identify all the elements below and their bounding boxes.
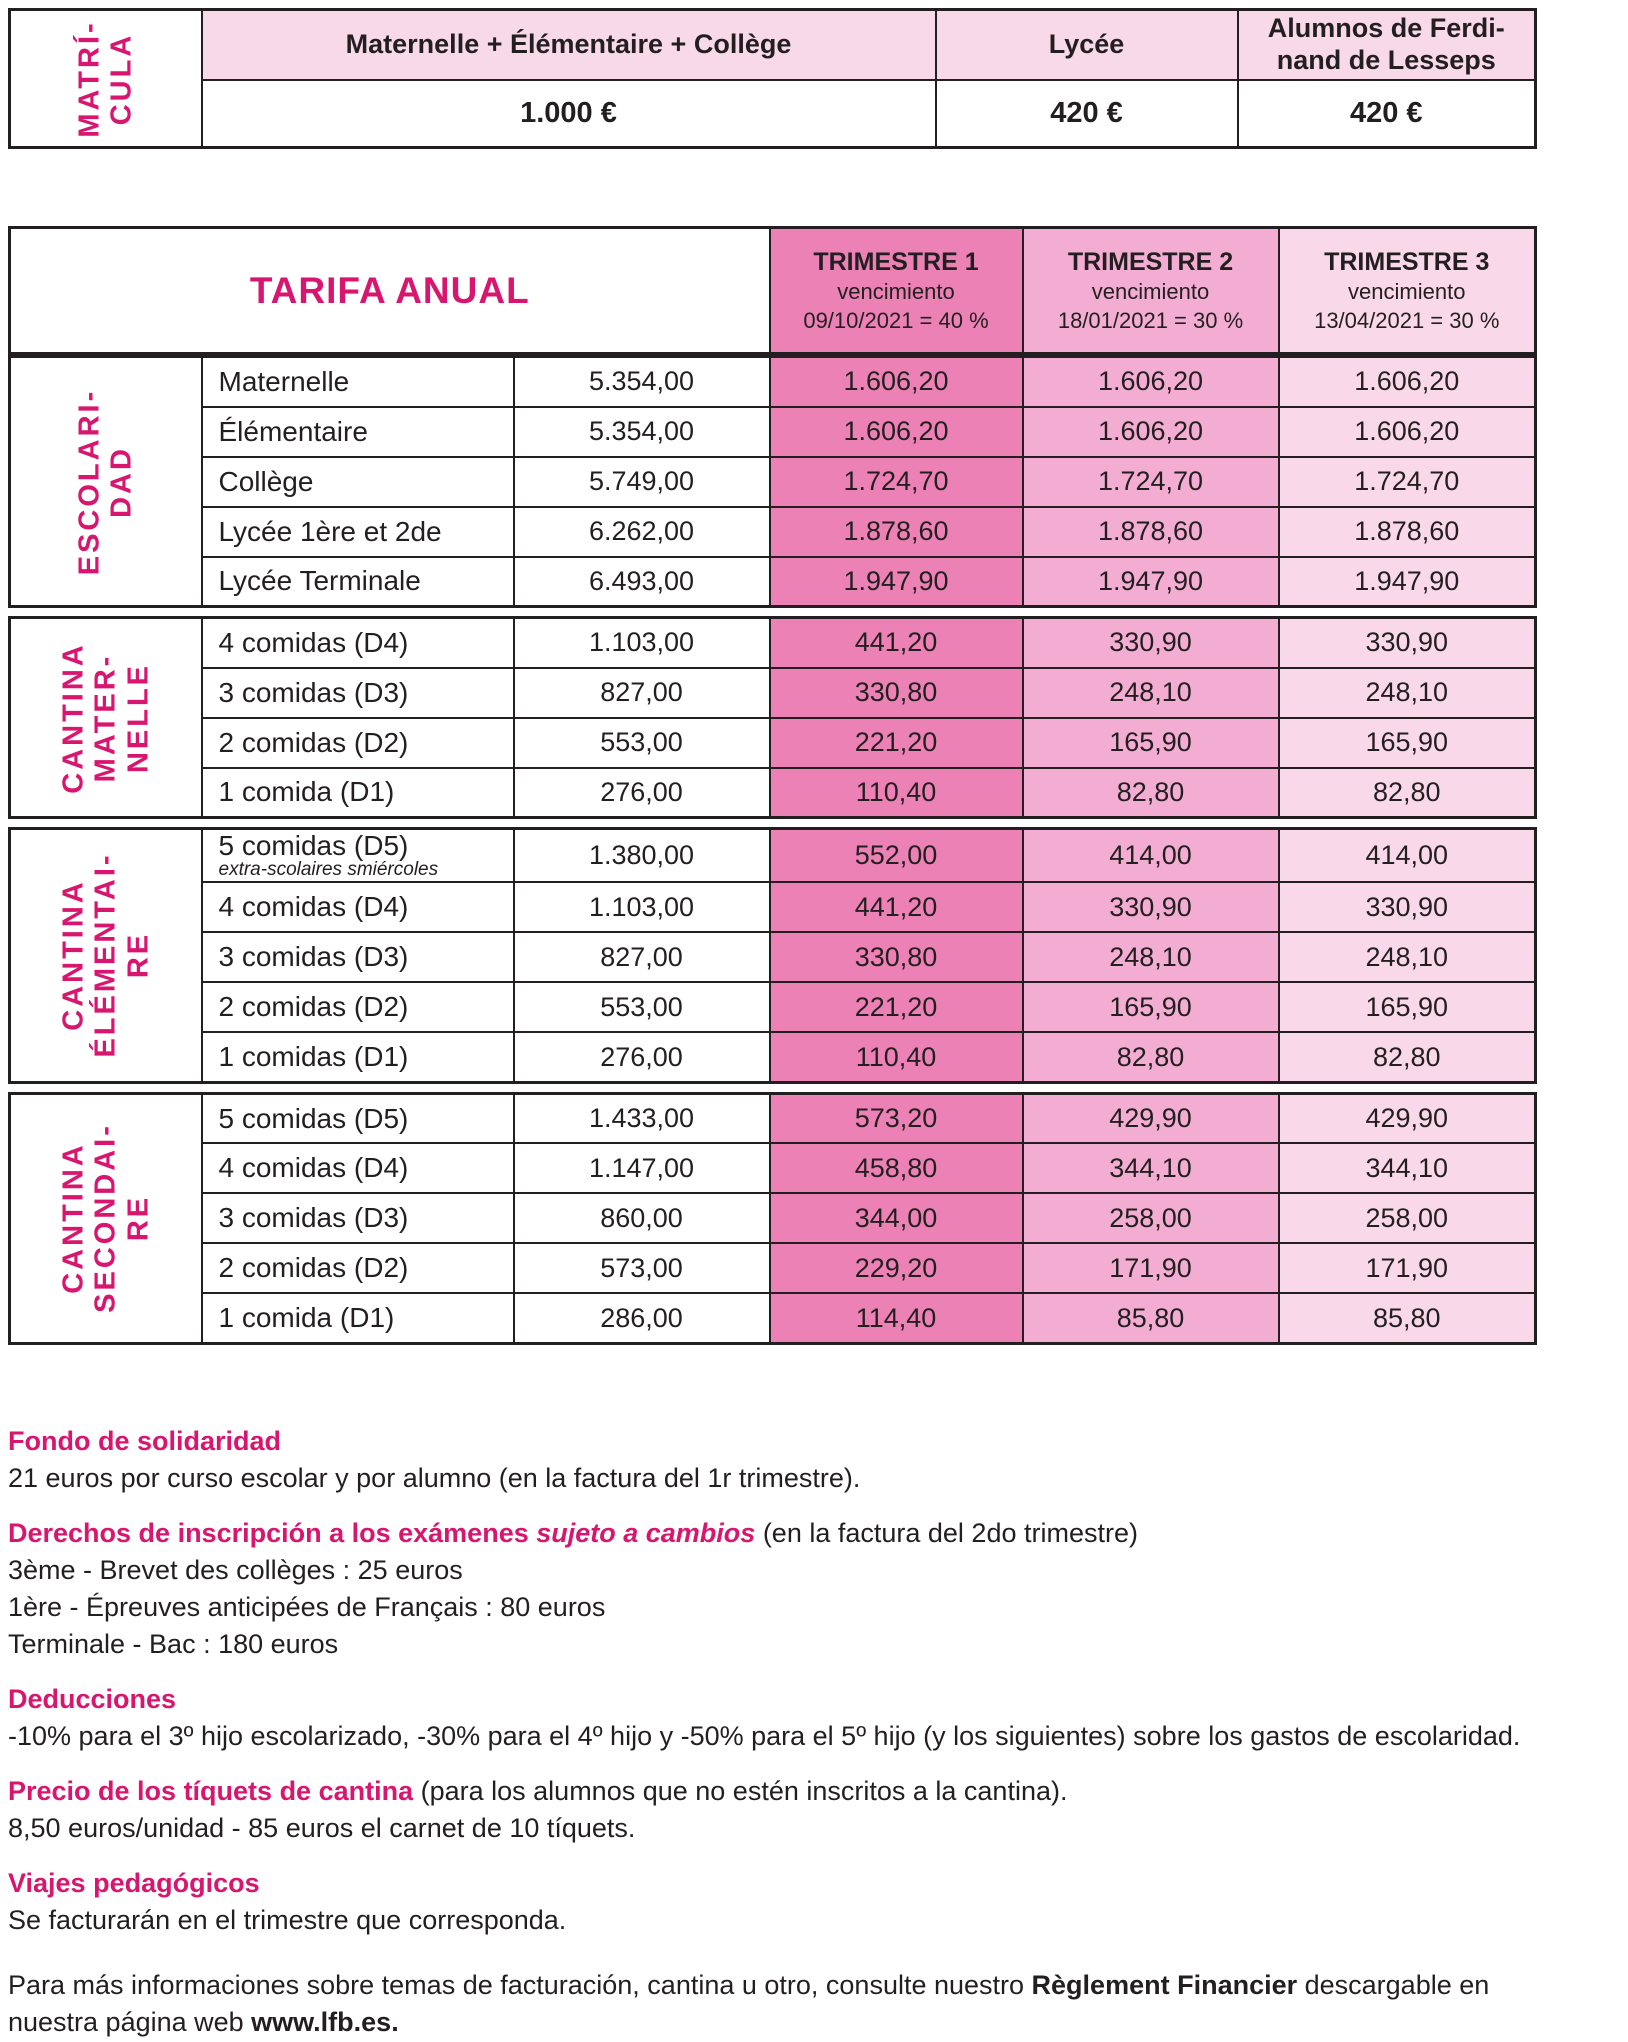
trimestre-name: TRIMESTRE 2: [1067, 247, 1234, 276]
trimestre2-fee: 344,10: [1023, 1143, 1279, 1193]
note-body-line: Se facturarán en el trimestre que corresponda.: [8, 1904, 567, 1935]
table-row: [10, 768, 1536, 818]
matricula-label-line: MATRÍ-: [73, 19, 106, 138]
escolaridad-rotated-label: [73, 388, 138, 575]
trimestre-due-date: 18/01/2021 = 30 %: [1057, 307, 1244, 333]
trimestre-due-label: vencimiento: [837, 279, 955, 305]
row-label: 4 comidas (D4): [202, 618, 514, 668]
note-body-line: 21 euros por curso escolar y por alumno (en la factura del 1r trimestre).: [8, 1462, 861, 1493]
table-row: [10, 1032, 1536, 1082]
cantina-elementaire-rotated-label: [57, 853, 154, 1058]
note-heading-suffix: (para los alumnos que no estén inscritos a la cantina).: [413, 1775, 1068, 1806]
section-label-line: NELLE: [121, 662, 154, 773]
matricula-side-cell: [10, 10, 202, 148]
trimestre1-fee: 552,00: [770, 829, 1023, 883]
trimestre1-fee: 110,40: [770, 1032, 1023, 1082]
note-heading-italic: sujeto a cambios: [536, 1517, 756, 1548]
note-heading: Precio de los tíquets de cantina: [8, 1775, 414, 1806]
note-derechos-inscripcion: [8, 1515, 1598, 1663]
trimestre-due-date: 13/04/2021 = 30 %: [1314, 307, 1500, 333]
trimestre-due-label: vencimiento: [1348, 279, 1466, 305]
trimestre3-fee: 344,10: [1279, 1143, 1536, 1193]
annual-fee: 6.262,00: [514, 507, 770, 557]
annual-fee: 1.380,00: [514, 829, 770, 883]
section-label-line: CANTINA: [57, 879, 90, 1032]
note-precio-tiquets: [8, 1773, 1598, 1847]
annual-fee: 860,00: [514, 1193, 770, 1243]
table-row: [10, 557, 1536, 607]
trimestre3-fee: 82,80: [1279, 768, 1536, 818]
row-label: 5 comidas (D5): [218, 830, 409, 861]
table-row: [10, 1293, 1536, 1343]
escolaridad-side-cell: [10, 357, 202, 607]
annual-fee: 1.433,00: [514, 1093, 770, 1143]
row-label: 3 comidas (D3): [202, 932, 514, 982]
reglement-financier-label: Règlement Financier: [1031, 1969, 1298, 2000]
escolaridad-section-table: [8, 355, 1537, 608]
section-label-line: RE: [121, 1195, 154, 1242]
row-label: Élémentaire: [202, 407, 514, 457]
trimestre1-fee: 573,20: [770, 1093, 1023, 1143]
closing-text: Para más informaciones sobre temas de facturación, cantina u otro, consulte nuestro: [8, 1969, 1032, 2000]
trimestre3-fee: 1.606,20: [1279, 357, 1536, 407]
trimestre2-fee: 82,80: [1023, 1032, 1279, 1082]
row-label: 3 comidas (D3): [202, 1193, 514, 1243]
matricula-rotated-label: [73, 20, 138, 137]
section-label-line: CANTINA: [57, 641, 90, 794]
annual-fee: 1.103,00: [514, 618, 770, 668]
trimestre1-fee: 441,20: [770, 618, 1023, 668]
cantina-elementaire-side-cell: [10, 829, 202, 1083]
tarifa-header-table: [8, 226, 1537, 355]
row-label: Maternelle: [202, 357, 514, 407]
matricula-table: [8, 8, 1537, 149]
table-row: [10, 1193, 1536, 1243]
table-row: [10, 718, 1536, 768]
annual-fee: 553,00: [514, 982, 770, 1032]
cantina-secondaire-section-table: [8, 1092, 1537, 1345]
trimestre2-fee: 85,80: [1023, 1293, 1279, 1343]
section-label-line: DAD: [105, 445, 138, 518]
annual-fee: 573,00: [514, 1243, 770, 1293]
cantina-maternelle-side-cell: [10, 618, 202, 818]
trimestre1-fee: 110,40: [770, 768, 1023, 818]
trimestre1-fee: 221,20: [770, 718, 1023, 768]
annual-fee: 5.354,00: [514, 407, 770, 457]
trimestre1-fee: 221,20: [770, 982, 1023, 1032]
trimestre3-fee: 330,90: [1279, 618, 1536, 668]
annual-fee: 1.103,00: [514, 882, 770, 932]
note-body-line: 8,50 euros/unidad - 85 euros el carnet de 10 tíquets.: [8, 1812, 636, 1843]
footnotes: [8, 1423, 1598, 2041]
annual-fee: 5.749,00: [514, 457, 770, 507]
trimestre2-fee: 165,90: [1023, 718, 1279, 768]
trimestre3-fee: 171,90: [1279, 1243, 1536, 1293]
trimestre1-fee: 1.878,60: [770, 507, 1023, 557]
table-row: [10, 882, 1536, 932]
trimestre3-fee: 1.606,20: [1279, 407, 1536, 457]
matricula-header-maternelle-elementaire-college: [202, 10, 936, 80]
note-heading-suffix: (en la factura del 2do trimestre): [755, 1517, 1138, 1548]
header-text: Maternelle + Élémentaire + Collège: [345, 28, 792, 59]
section-label-line: RE: [121, 932, 154, 979]
trimestre1-fee: 330,80: [770, 668, 1023, 718]
header-text: Lycée: [1048, 28, 1125, 59]
trimestre3-fee: 414,00: [1279, 829, 1536, 883]
row-label: 2 comidas (D2): [202, 982, 514, 1032]
trimestre1-fee: 1.947,90: [770, 557, 1023, 607]
annual-fee: 6.493,00: [514, 557, 770, 607]
table-row: [10, 457, 1536, 507]
matricula-header-lycee: [936, 10, 1238, 80]
cantina-maternelle-section-table: [8, 616, 1537, 819]
annual-fee: 286,00: [514, 1293, 770, 1343]
table-row: [10, 668, 1536, 718]
trimestre1-fee: 114,40: [770, 1293, 1023, 1343]
matricula-label-line: CULA: [105, 32, 138, 125]
trimestre2-fee: 171,90: [1023, 1243, 1279, 1293]
row-label-with-sublabel: [202, 829, 514, 883]
trimestre1-fee: 1.724,70: [770, 457, 1023, 507]
trimestre3-fee: 1.947,90: [1279, 557, 1536, 607]
trimestre2-fee: 330,90: [1023, 618, 1279, 668]
trimestre2-fee: 1.947,90: [1023, 557, 1279, 607]
row-label: 2 comidas (D2): [202, 718, 514, 768]
trimestre3-fee: 248,10: [1279, 932, 1536, 982]
trimestre3-fee: 258,00: [1279, 1193, 1536, 1243]
table-row: [10, 1093, 1536, 1143]
section-label-line: CANTINA: [57, 1142, 90, 1295]
note-heading: Viajes pedagógicos: [8, 1867, 260, 1898]
section-label-line: MATER-: [89, 653, 122, 782]
header-text: nand de Lesseps: [1276, 44, 1496, 75]
trimestre-2-header: [1023, 228, 1279, 354]
table-row: [10, 1243, 1536, 1293]
trimestre-due-date: 09/10/2021 = 40 %: [803, 307, 989, 333]
note-deducciones: [8, 1681, 1598, 1755]
trimestre-due-label: vencimiento: [1091, 279, 1210, 305]
website-url: www.lfb.es.: [251, 2006, 399, 2037]
closing-text: descargable en nuestra página web: [8, 1969, 1490, 2037]
matricula-fee-value: 1.000 €: [202, 80, 936, 148]
annual-fee: 553,00: [514, 718, 770, 768]
page-content: [8, 8, 1538, 2042]
trimestre2-fee: 1.878,60: [1023, 507, 1279, 557]
tarifa-anual-title: TARIFA ANUAL: [249, 269, 530, 311]
annual-fee: 1.147,00: [514, 1143, 770, 1193]
cantina-secondaire-side-cell: [10, 1093, 202, 1343]
trimestre1-fee: 441,20: [770, 882, 1023, 932]
note-heading: Derechos de inscripción a los exámenes: [8, 1517, 537, 1548]
trimestre3-fee: 330,90: [1279, 882, 1536, 932]
trimestre2-fee: 165,90: [1023, 982, 1279, 1032]
tarifa-anual-cell: [10, 228, 770, 354]
trimestre-name: TRIMESTRE 1: [813, 247, 979, 276]
trimestre2-fee: 1.606,20: [1023, 407, 1279, 457]
row-label: Collège: [202, 457, 514, 507]
table-row: [10, 357, 1536, 407]
note-body-line: Terminale - Bac : 180 euros: [8, 1628, 339, 1659]
row-label: 4 comidas (D4): [202, 1143, 514, 1193]
trimestre3-fee: 248,10: [1279, 668, 1536, 718]
annual-fee: 827,00: [514, 668, 770, 718]
matricula-fee-value: 420 €: [936, 80, 1238, 148]
section-label-line: SECONDAI-: [89, 1123, 122, 1314]
trimestre2-fee: 82,80: [1023, 768, 1279, 818]
note-body-line: 1ère - Épreuves anticipées de Français : 80 euros: [8, 1591, 606, 1622]
section-label-line: ÉLÉMENTAI-: [89, 852, 122, 1058]
trimestre2-fee: 330,90: [1023, 882, 1279, 932]
trimestre2-fee: 248,10: [1023, 932, 1279, 982]
trimestre1-fee: 330,80: [770, 932, 1023, 982]
row-sublabel: extra-scolaires smiércoles: [218, 859, 439, 881]
trimestre1-fee: 1.606,20: [770, 357, 1023, 407]
matricula-header-ferdinand-lesseps: [1238, 10, 1536, 80]
row-label: 1 comida (D1): [202, 768, 514, 818]
cantina-secondaire-rotated-label: [57, 1123, 154, 1313]
row-label: Lycée 1ère et 2de: [202, 507, 514, 557]
section-label-line: ESCOLARI-: [73, 388, 106, 575]
note-body-line: 3ème - Brevet des collèges : 25 euros: [8, 1554, 463, 1585]
trimestre2-fee: 414,00: [1023, 829, 1279, 883]
table-row: [10, 618, 1536, 668]
trimestre-3-header: [1279, 228, 1536, 354]
note-heading: Deducciones: [8, 1683, 177, 1714]
trimestre-1-header: [770, 228, 1023, 354]
table-row: [10, 829, 1536, 883]
matricula-fee-value: 420 €: [1238, 80, 1536, 148]
trimestre3-fee: 82,80: [1279, 1032, 1536, 1082]
trimestre1-fee: 1.606,20: [770, 407, 1023, 457]
header-text: Alumnos de Ferdi-: [1267, 12, 1505, 43]
table-row: [10, 1143, 1536, 1193]
closing-paragraph: [8, 1967, 1583, 2041]
trimestre3-fee: 429,90: [1279, 1093, 1536, 1143]
annual-fee: 827,00: [514, 932, 770, 982]
note-fondo-solidaridad: [8, 1423, 1598, 1497]
annual-fee: 276,00: [514, 1032, 770, 1082]
note-body-line: -10% para el 3º hijo escolarizado, -30% para el 4º hijo y -50% para el 5º hijo (y los siguientes) sobre los gastos de escolaridad.: [8, 1720, 1521, 1751]
trimestre3-fee: 85,80: [1279, 1293, 1536, 1343]
trimestre2-fee: 1.724,70: [1023, 457, 1279, 507]
cantina-elementaire-section-table: [8, 827, 1537, 1084]
trimestre2-fee: 1.606,20: [1023, 357, 1279, 407]
table-row: [10, 407, 1536, 457]
row-label: 2 comidas (D2): [202, 1243, 514, 1293]
table-row: [10, 932, 1536, 982]
cantina-maternelle-rotated-label: [57, 642, 154, 794]
row-label: 5 comidas (D5): [202, 1093, 514, 1143]
annual-fee: 5.354,00: [514, 357, 770, 407]
row-label: 1 comidas (D1): [202, 1032, 514, 1082]
row-label: Lycée Terminale: [202, 557, 514, 607]
trimestre3-fee: 1.724,70: [1279, 457, 1536, 507]
table-row: [10, 507, 1536, 557]
trimestre3-fee: 1.878,60: [1279, 507, 1536, 557]
trimestre-name: TRIMESTRE 3: [1324, 247, 1490, 276]
trimestre2-fee: 429,90: [1023, 1093, 1279, 1143]
annual-fee: 276,00: [514, 768, 770, 818]
trimestre1-fee: 229,20: [770, 1243, 1023, 1293]
trimestre2-fee: 248,10: [1023, 668, 1279, 718]
trimestre3-fee: 165,90: [1279, 718, 1536, 768]
row-label: 1 comida (D1): [202, 1293, 514, 1343]
table-row: [10, 982, 1536, 1032]
row-label: 4 comidas (D4): [202, 882, 514, 932]
trimestre3-fee: 165,90: [1279, 982, 1536, 1032]
trimestre1-fee: 344,00: [770, 1193, 1023, 1243]
note-viajes-pedagogicos: [8, 1865, 1598, 1939]
trimestre2-fee: 258,00: [1023, 1193, 1279, 1243]
trimestre1-fee: 458,80: [770, 1143, 1023, 1193]
row-label: 3 comidas (D3): [202, 668, 514, 718]
note-heading: Fondo de solidaridad: [8, 1425, 282, 1456]
